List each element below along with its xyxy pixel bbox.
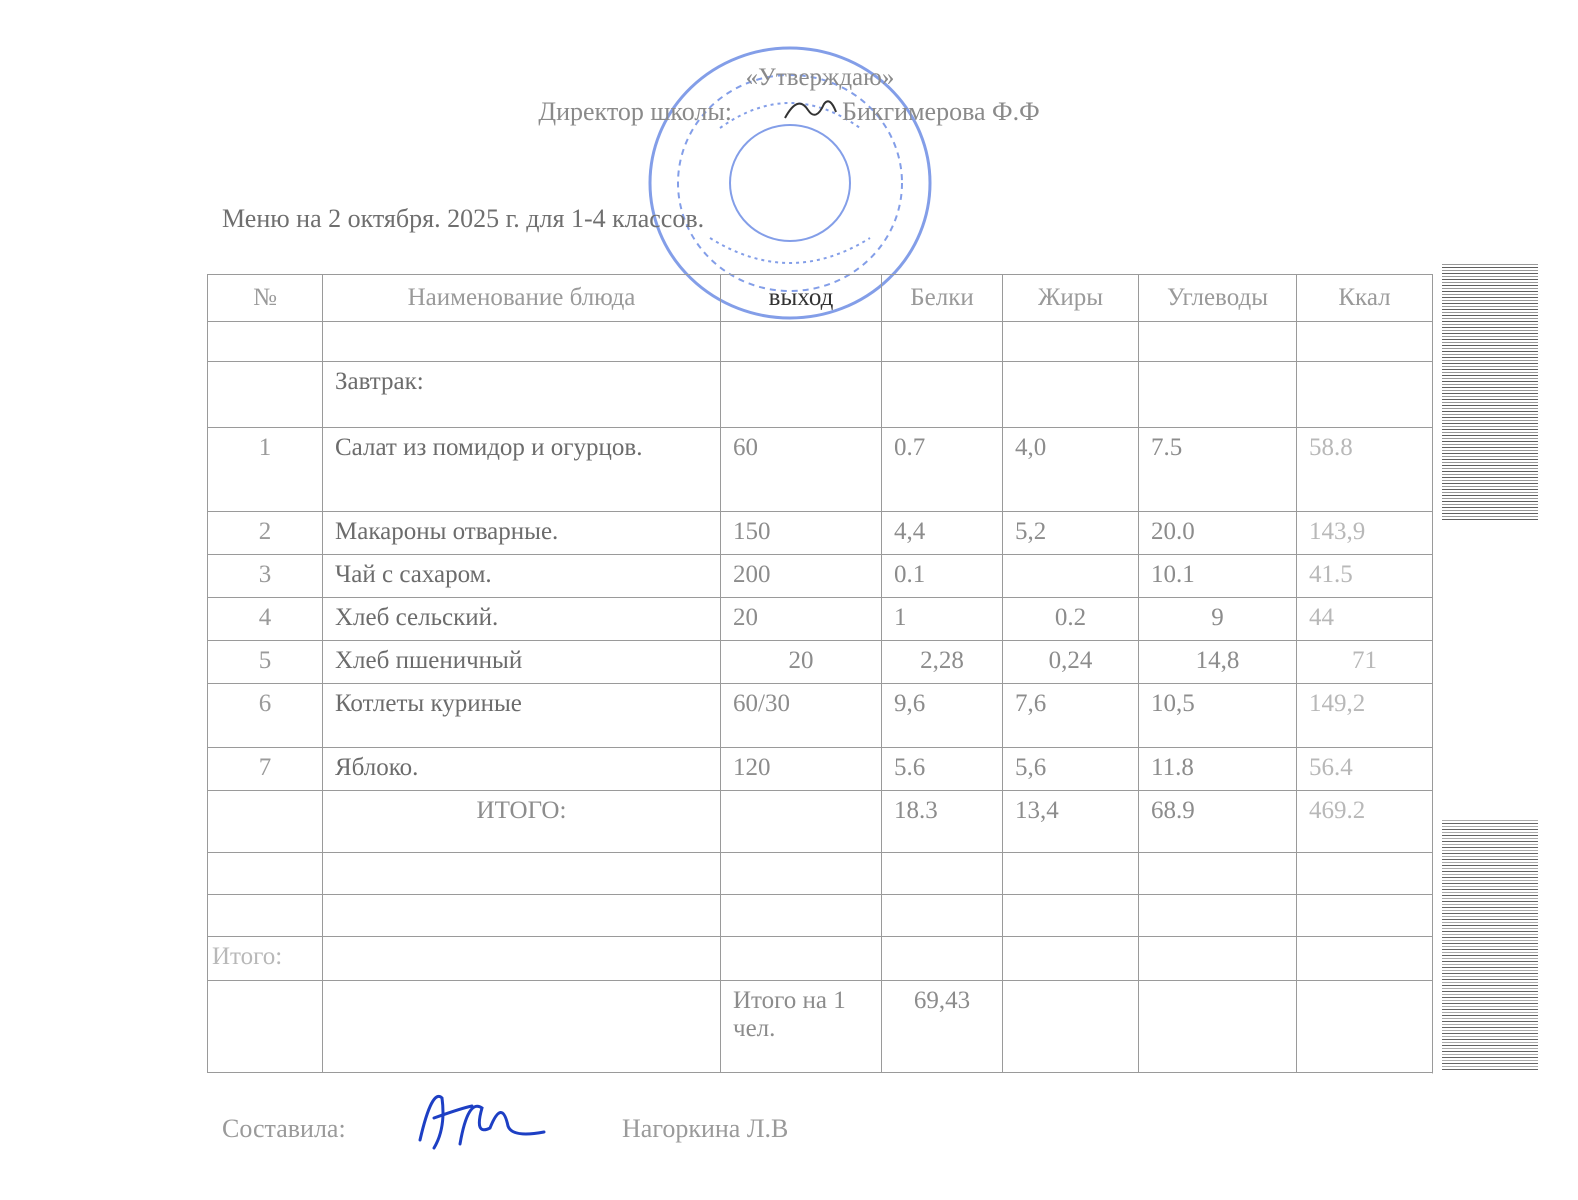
total-carbs: 68.9: [1139, 791, 1297, 853]
dish-kcal: 44: [1297, 598, 1433, 641]
dish-output: 20: [721, 641, 882, 684]
itogo-label: Итого:: [208, 937, 323, 981]
section-label: Завтрак:: [323, 362, 721, 428]
col-header: Ккал: [1297, 275, 1433, 322]
dish-name: Хлеб пшеничный: [323, 641, 721, 684]
dish-name: Макароны отварные.: [323, 512, 721, 555]
dish-name: Яблоко.: [323, 748, 721, 791]
dish-fat: 5,6: [1003, 748, 1139, 791]
dish-carbs: 10,5: [1139, 684, 1297, 748]
dish-protein: 5.6: [882, 748, 1003, 791]
col-header: Наименование блюда: [323, 275, 721, 322]
menu-title: Меню на 2 октября. 2025 г. для 1-4 классов.: [222, 204, 705, 233]
table-row: [208, 853, 1433, 895]
dish-carbs: 9: [1139, 598, 1297, 641]
col-header: выход: [721, 275, 882, 322]
menu-table: [207, 274, 1433, 1073]
dish-kcal: 41.5: [1297, 555, 1433, 598]
dish-output: 20: [721, 598, 882, 641]
director-signature: [780, 90, 840, 130]
row-number: 1: [208, 428, 323, 512]
col-header: Белки: [882, 275, 1003, 322]
dish-carbs: 11.8: [1139, 748, 1297, 791]
table-row: [208, 428, 1433, 512]
dish-output: 200: [721, 555, 882, 598]
compiler-signature: [412, 1078, 552, 1158]
dish-fat: 4,0: [1003, 428, 1139, 512]
dish-output: 60: [721, 428, 882, 512]
table-row: [208, 641, 1433, 684]
row-number: 2: [208, 512, 323, 555]
dish-kcal: 149,2: [1297, 684, 1433, 748]
dish-kcal: 71: [1297, 641, 1433, 684]
approve-heading: «Утверждаю»: [745, 64, 895, 91]
dish-protein: 0.7: [882, 428, 1003, 512]
dish-kcal: 58.8: [1297, 428, 1433, 512]
dish-output: 150: [721, 512, 882, 555]
total-fat: 13,4: [1003, 791, 1139, 853]
row-number: 6: [208, 684, 323, 748]
dish-output: 120: [721, 748, 882, 791]
table-row: [208, 684, 1433, 748]
total-protein: 18.3: [882, 791, 1003, 853]
row-number: 5: [208, 641, 323, 684]
table-row: [208, 598, 1433, 641]
dish-carbs: 7.5: [1139, 428, 1297, 512]
col-header: №: [208, 275, 323, 322]
dish-carbs: 14,8: [1139, 641, 1297, 684]
dish-output: 60/30: [721, 684, 882, 748]
col-header: Углеводы: [1139, 275, 1297, 322]
table-row: [208, 555, 1433, 598]
table-row: [208, 895, 1433, 937]
director-name: Бикгимерова Ф.Ф: [842, 97, 1040, 126]
director-label: Директор школы:: [538, 97, 733, 126]
dish-fat: 7,6: [1003, 684, 1139, 748]
total-row: [208, 791, 1433, 853]
dish-protein: 2,28: [882, 641, 1003, 684]
total-kcal: 469.2: [1297, 791, 1433, 853]
dish-protein: 0.1: [882, 555, 1003, 598]
dish-protein: 4,4: [882, 512, 1003, 555]
compiled-name: Нагоркина Л.В: [622, 1114, 789, 1143]
dish-fat: [1003, 555, 1139, 598]
section-row: [208, 362, 1433, 428]
table-row: [208, 322, 1433, 362]
dish-carbs: 20.0: [1139, 512, 1297, 555]
table-row: [208, 512, 1433, 555]
row-number: 4: [208, 598, 323, 641]
total-label: ИТОГО:: [323, 791, 721, 853]
dish-kcal: 143,9: [1297, 512, 1433, 555]
dish-kcal: 56.4: [1297, 748, 1433, 791]
dish-fat: 0.2: [1003, 598, 1139, 641]
scan-artifact: [1442, 262, 1538, 520]
dish-name: Салат из помидор и огурцов.: [323, 428, 721, 512]
row-number: 7: [208, 748, 323, 791]
itogo-row: [208, 937, 1433, 981]
dish-protein: 1: [882, 598, 1003, 641]
table-row: [208, 748, 1433, 791]
per-person-value: 69,43: [882, 981, 1003, 1073]
dish-protein: 9,6: [882, 684, 1003, 748]
dish-fat: 5,2: [1003, 512, 1139, 555]
dish-name: Хлеб сельский.: [323, 598, 721, 641]
per-person-row: [208, 981, 1433, 1073]
col-header: Жиры: [1003, 275, 1139, 322]
dish-name: Котлеты куриные: [323, 684, 721, 748]
scan-artifact: [1442, 820, 1538, 1070]
row-number: 3: [208, 555, 323, 598]
dish-carbs: 10.1: [1139, 555, 1297, 598]
table-header-row: [208, 275, 1433, 322]
per-person-label: Итого на 1 чел.: [721, 981, 882, 1073]
dish-name: Чай с сахаром.: [323, 555, 721, 598]
dish-fat: 0,24: [1003, 641, 1139, 684]
compiled-label: Составила:: [222, 1114, 346, 1143]
